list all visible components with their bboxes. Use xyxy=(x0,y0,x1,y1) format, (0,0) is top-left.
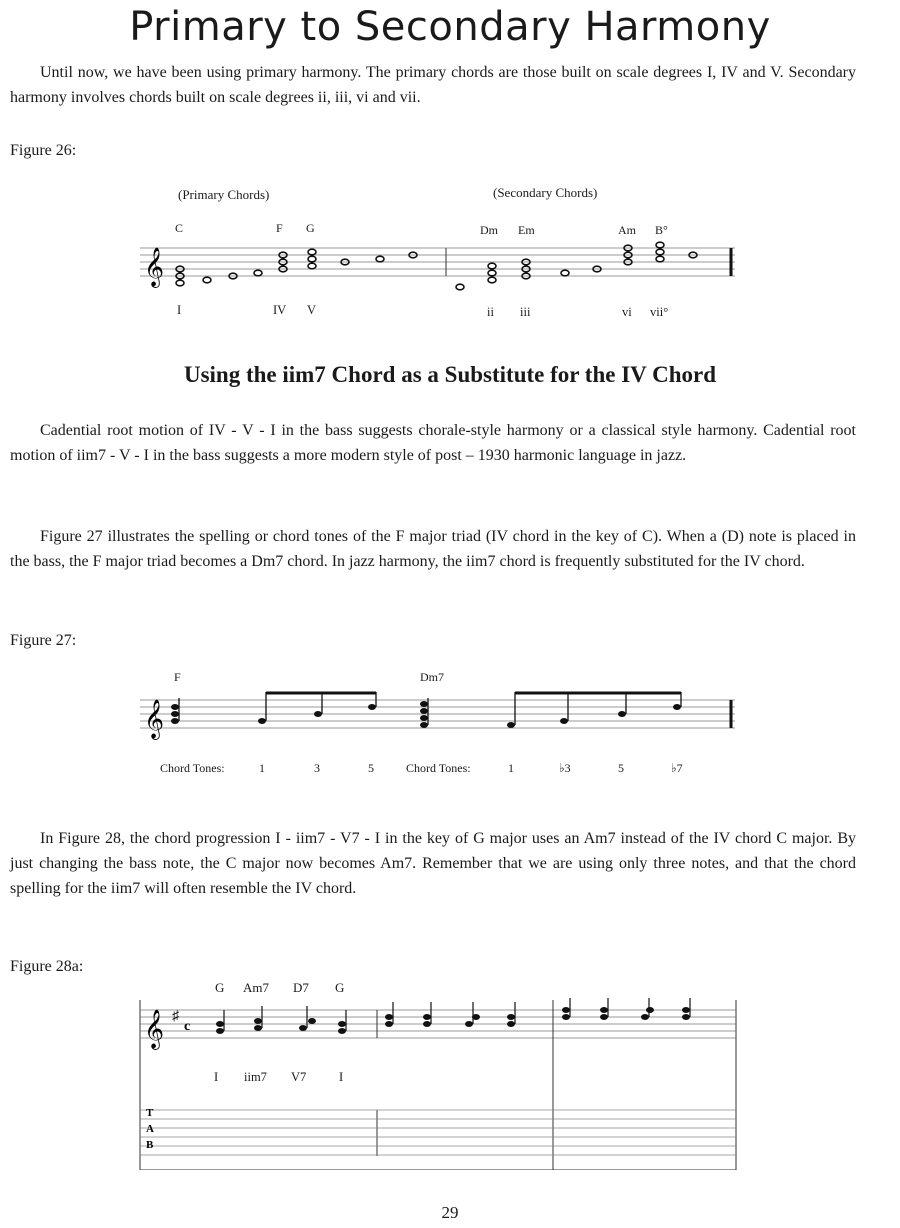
fig26-roman-ii: ii xyxy=(487,305,494,319)
section-heading: Using the iim7 Chord as a Substitute for the IV Chord xyxy=(183,362,717,387)
paragraph-1-text: Cadential root motion of IV - V - I in the bass suggests chorale-style harmony or a classical style harmony. Cadential root motion of iim7 - V - I in the bass suggests a more modern style of post – 1930 harmonic language in jazz. xyxy=(10,422,856,464)
fig27-tone-5b: 5 xyxy=(618,761,624,775)
fig26-roman-vii: vii° xyxy=(650,305,669,319)
primary-chords-caption: (Primary Chords) xyxy=(178,187,270,202)
fig26-roman-iii: iii xyxy=(520,305,531,319)
fig28-noteheads xyxy=(216,1007,690,1034)
treble-clef-icon: 𝄞 xyxy=(144,1011,165,1048)
fig27-staff xyxy=(0,688,900,753)
fig27-tones-label-2: Chord Tones: xyxy=(406,761,471,775)
fig26-roman-v: V xyxy=(307,303,317,317)
common-time-icon: c xyxy=(184,1019,191,1034)
fig26-roman-iv: IV xyxy=(273,303,287,317)
fig27-noteheads xyxy=(171,701,681,728)
figure-27-label: Figure 27: xyxy=(10,632,77,649)
fig28-chord-d7: D7 xyxy=(293,980,309,995)
fig27-stems xyxy=(179,692,681,725)
fig27-chord-dm7: Dm7 xyxy=(420,670,444,684)
tab-b: B xyxy=(146,1139,154,1151)
fig28-chord-g2: G xyxy=(335,980,345,995)
fig28-roman-v7: V7 xyxy=(291,1070,307,1084)
fig28-roman-i: I xyxy=(214,1070,219,1084)
fig27-tone-1: 1 xyxy=(259,761,265,775)
intro-text: Until now, we have been using primary harmony. The primary chords are those built on scale degrees I, IV and V. Secondary harmony involves chords built on scale degrees ii, iii, vi and vii. xyxy=(10,64,856,106)
paragraph-1 xyxy=(10,418,856,468)
tab-a: A xyxy=(146,1123,154,1135)
page-title: Primary to Secondary Harmony xyxy=(129,4,771,50)
page-number: 29 xyxy=(441,1203,459,1222)
fig26-chord-am: Am xyxy=(618,223,636,237)
fig27-tone-3: 3 xyxy=(314,761,320,775)
paragraph-3-text: In Figure 28, the chord progression I - iim7 - V7 - I in the key of G major uses an Am7 instead of the IV chord C major. By just changing the bass note, the C major now becomes Am7. Remember that we are using only three notes, and that the chord spelling for the iim7 will often resemble the IV chord. xyxy=(10,830,856,897)
fig28-chord-g: G xyxy=(215,980,225,995)
fig28-system xyxy=(0,998,900,1170)
fig26-roman-vi: vi xyxy=(622,305,632,319)
fig27-staff-lines xyxy=(140,700,735,728)
paragraph-3 xyxy=(10,826,856,901)
secondary-chords-caption: (Secondary Chords) xyxy=(493,185,598,200)
fig26-chord-em: Em xyxy=(518,223,535,237)
fig28-staff-lines xyxy=(140,1010,736,1038)
paragraph-2-text: Figure 27 illustrates the spelling or chord tones of the F major triad (IV chord in the key of C). When a (D) note is placed in the bass, the F major triad becomes a Dm7 chord. In jazz harmony, the iim7 chord is frequently substituted for the IV chord. xyxy=(10,528,856,570)
fig28-roman-i2: I xyxy=(339,1070,344,1084)
paragraph-2 xyxy=(10,524,856,574)
fig26-staff xyxy=(0,240,900,300)
fig28-tab-lines xyxy=(140,1110,736,1155)
intro-paragraph xyxy=(10,60,856,110)
fig27-tone-1b: 1 xyxy=(508,761,514,775)
fig27-tone-b3: ♭3 xyxy=(559,761,571,775)
fig27-tone-5: 5 xyxy=(368,761,374,775)
fig26-chord-c: C xyxy=(175,221,184,235)
fig26-chord-g: G xyxy=(306,221,315,235)
fig26-notes xyxy=(176,242,697,290)
fig26-chord-dm: Dm xyxy=(480,223,498,237)
treble-clef-icon: 𝄞 xyxy=(144,701,165,738)
fig27-tones-label-1: Chord Tones: xyxy=(160,761,225,775)
fig26-staff-lines xyxy=(140,248,735,276)
fig28-chord-am7: Am7 xyxy=(243,980,269,995)
tab-t: T xyxy=(146,1107,154,1119)
fig26-roman-i: I xyxy=(177,303,182,317)
fig27-chord-f: F xyxy=(174,670,181,684)
sharp-icon: ♯ xyxy=(172,1009,179,1024)
treble-clef-icon: 𝄞 xyxy=(144,249,165,286)
fig26-chord-f: F xyxy=(276,221,283,235)
figure-26-label: Figure 26: xyxy=(10,142,77,159)
figure-28a-label: Figure 28a: xyxy=(10,958,84,975)
fig27-tone-b7: ♭7 xyxy=(671,761,683,775)
fig28-roman-iim7: iim7 xyxy=(244,1070,267,1084)
fig28-stems xyxy=(224,998,690,1031)
fig26-chord-bdim: B° xyxy=(655,223,668,237)
